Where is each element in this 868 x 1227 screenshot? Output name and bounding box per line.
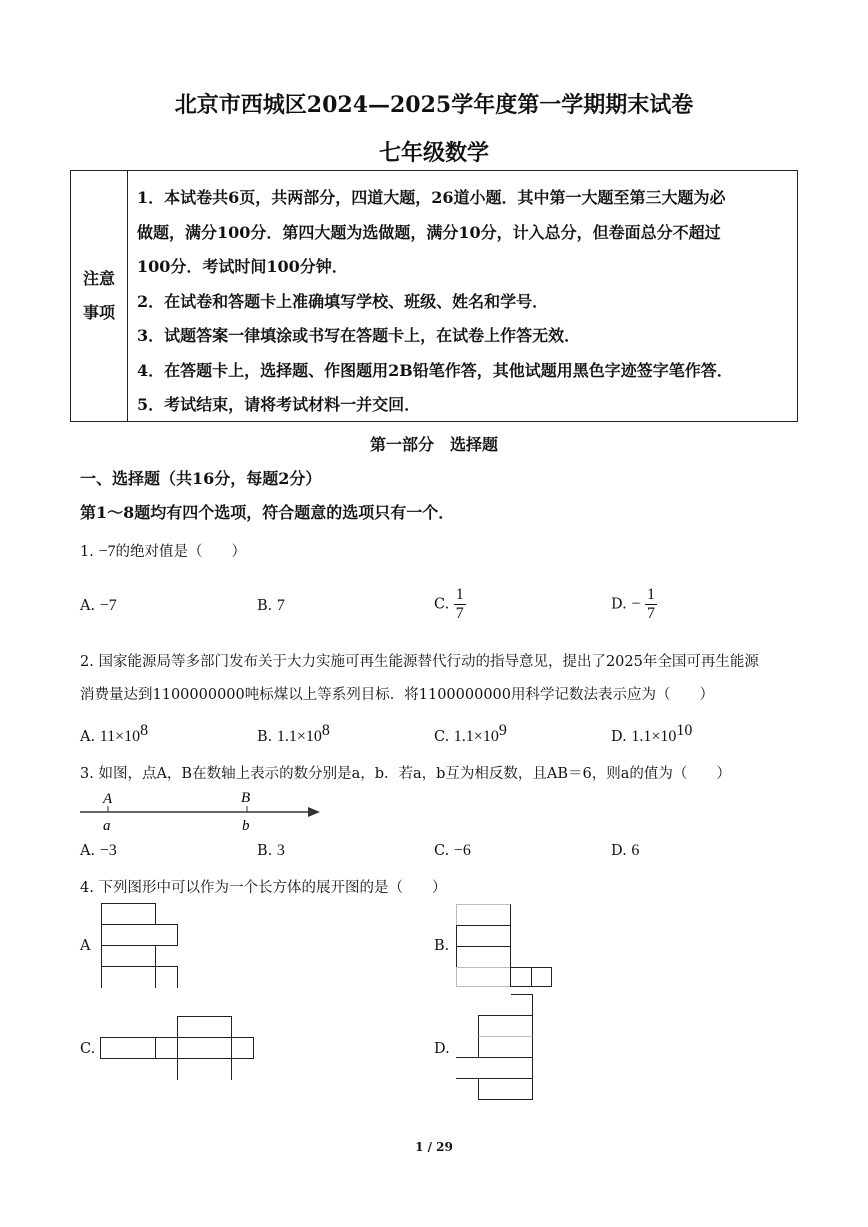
numerator: 1 <box>646 586 655 603</box>
net-face <box>101 903 156 925</box>
question-2-line2: 消费量达到1100000000吨标煤以上等系列目标．将1100000000用科学记数法表示应为（ ） <box>80 687 715 703</box>
q4-net-c <box>100 1016 256 1080</box>
option-value: 7 <box>276 597 285 614</box>
denominator: 7 <box>646 605 655 622</box>
net-face <box>456 1057 533 1079</box>
option-label: B. <box>257 728 273 745</box>
option-label: B. <box>257 843 273 859</box>
net-face <box>101 945 156 967</box>
exponent: 8 <box>140 722 149 739</box>
section-instruction: 第1～8题均有四个选项，符合题意的选项只有一个． <box>80 503 455 522</box>
section-heading: 一、选择题（共16分，每题2分） <box>80 469 322 488</box>
page-number: 1 / 29 <box>415 1140 453 1154</box>
notice-items <box>137 181 789 423</box>
net-face <box>531 967 552 987</box>
option-label: C. <box>434 596 450 613</box>
q4-net-b <box>456 904 554 990</box>
option-label: D. <box>611 843 627 859</box>
q4-option-c-label: C. <box>80 1041 96 1057</box>
question-1 <box>80 540 246 561</box>
option-label: A. <box>80 598 96 614</box>
net-face <box>456 946 511 968</box>
net-face <box>511 994 533 1016</box>
question-2-line1: 2. 国家能源局等多部门发布关于大力实施可再生能源替代行动的指导意见，提出了2025年全国可再生能源 <box>80 654 759 670</box>
option-value: 1.1×10 <box>276 727 322 745</box>
option-label: C. <box>434 843 450 859</box>
exponent: 9 <box>498 722 507 739</box>
notice-item: 3．试题答案一律填涂或书写在答题卡上，在试卷上作答无效． <box>137 326 581 345</box>
part-title: 第一部分 选择题 <box>369 435 498 454</box>
option-value: 6 <box>631 842 640 859</box>
notice-label <box>71 171 128 421</box>
net-face <box>478 1036 533 1058</box>
number-line-figure <box>76 786 326 834</box>
net-face <box>456 904 511 926</box>
net-face <box>456 967 511 987</box>
q2-option-d <box>611 722 692 746</box>
option-value: 1.1×10 <box>453 727 499 745</box>
exponent: 10 <box>676 722 693 739</box>
option-value: −3 <box>99 842 117 859</box>
value-label-a: a <box>103 818 111 834</box>
net-face <box>155 1037 178 1059</box>
option-label: D. <box>611 728 627 745</box>
notice-item: 做题，满分100分．第四大题为选做题，满分10分，计入总分，但卷面总分不超过 <box>137 222 721 242</box>
notice-box <box>70 170 798 422</box>
q3-option-d <box>611 842 639 860</box>
q1-option-d <box>611 586 657 623</box>
net-edge <box>155 966 156 988</box>
net-face <box>101 966 178 988</box>
net-face <box>231 1037 254 1059</box>
q1-option-b <box>257 597 285 615</box>
fraction <box>645 586 657 623</box>
q2-option-c <box>434 722 507 746</box>
q3-option-a <box>80 842 117 860</box>
net-face <box>101 924 178 946</box>
net-face <box>177 1037 232 1059</box>
net-face <box>177 1058 232 1080</box>
page-title: 北京市西城区2024—2025学年度第一学期期末试卷 <box>174 92 694 118</box>
arrow-icon <box>308 807 320 817</box>
q2-option-a <box>80 722 148 746</box>
q2-option-b <box>257 722 330 746</box>
net-face <box>100 1037 156 1059</box>
q4-net-a <box>101 903 181 989</box>
minus-sign: − <box>631 595 641 613</box>
option-value: 3 <box>276 842 285 859</box>
net-face <box>456 925 511 947</box>
q4-option-b-label: B. <box>434 938 450 954</box>
option-label: C. <box>434 728 450 745</box>
option-label: B. <box>257 598 273 614</box>
notice-item: 5．考试结束，请将考试材料一并交回． <box>137 395 421 414</box>
question-3: 3. 如图，点A，B在数轴上表示的数分别是a，b．若a，b互为相反数，且AB＝6，则a的值为（ ） <box>80 766 731 782</box>
page-subtitle: 七年级数学 <box>378 140 489 166</box>
q1-number: 1. <box>80 544 94 560</box>
fraction <box>454 586 466 623</box>
numerator: 1 <box>455 586 464 603</box>
net-face <box>478 1078 533 1100</box>
q3-option-c <box>434 842 471 860</box>
option-value: −6 <box>453 842 471 859</box>
exponent: 8 <box>321 722 330 739</box>
net-face <box>510 967 532 987</box>
option-label: A. <box>80 843 96 859</box>
q1-option-a <box>80 597 117 615</box>
notice-label-line1: 注意 <box>82 269 115 288</box>
q1-expr: −7 <box>98 543 116 560</box>
denominator: 7 <box>455 605 464 622</box>
notice-item: 1．本试卷共6页，共两部分，四道大题，26道小题．其中第一大题至第三大题为必 <box>137 188 726 207</box>
option-value: 1.1×10 <box>631 727 677 745</box>
q1-text: 的绝对值是（ ） <box>115 544 246 560</box>
option-value: 11×10 <box>99 727 141 745</box>
q1-option-c <box>434 586 466 623</box>
net-face <box>478 1015 533 1037</box>
point-label-B: B <box>241 790 251 806</box>
point-label-A: A <box>103 791 113 807</box>
question-4: 4. 下列图形中可以作为一个长方体的展开图的是（ ） <box>80 880 447 896</box>
notice-item: 100分．考试时间100分钟． <box>137 257 348 276</box>
option-label: D. <box>611 596 627 613</box>
q4-net-d <box>456 994 536 1102</box>
notice-item: 4．在答题卡上，选择题、作图题用2B铅笔作答，其他试题用黑色字迹签字笔作答． <box>137 360 733 380</box>
notice-item: 2．在试卷和答题卡上准确填写学校、班级、姓名和学号． <box>137 291 549 311</box>
option-label: A. <box>80 728 96 745</box>
q3-option-b <box>257 842 285 860</box>
option-value: −7 <box>99 597 117 614</box>
notice-label-line2: 事项 <box>82 303 115 322</box>
net-face <box>177 1016 232 1038</box>
q4-option-d-label: D. <box>434 1041 450 1057</box>
q4-option-a-label: A <box>80 938 91 954</box>
value-label-b: b <box>242 818 250 834</box>
